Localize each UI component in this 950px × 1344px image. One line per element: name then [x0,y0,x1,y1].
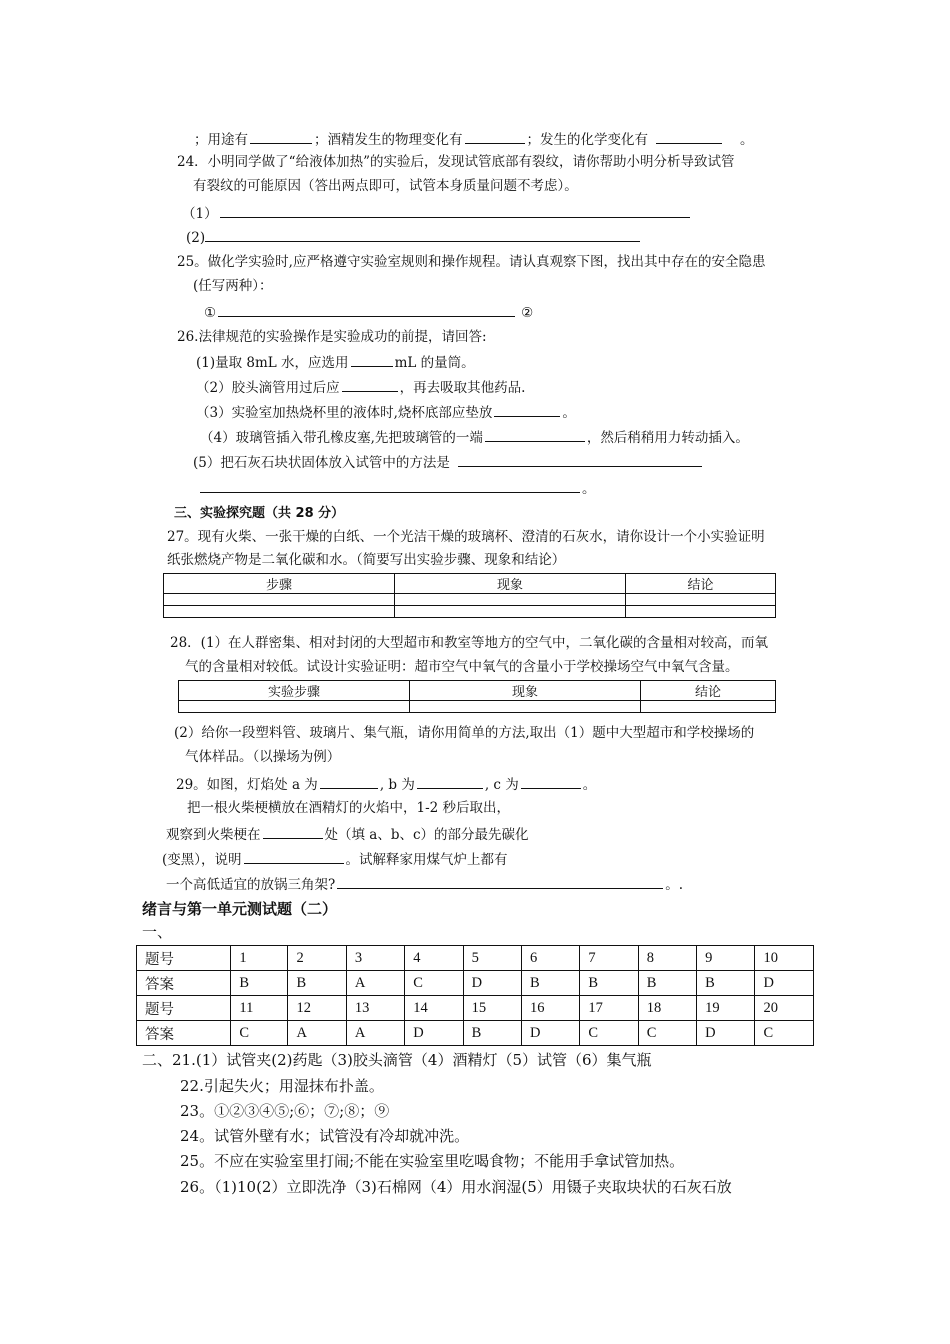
q26-item-5 [193,452,704,472]
answer-blank[interactable] [244,849,344,864]
text: 。试解释家用煤气炉上都有 [345,852,508,868]
q26-item-2 [196,377,525,397]
q28-part2-line-2: 气体样品。（以操场为例） [185,749,341,765]
table-cell[interactable] [179,701,410,713]
text: ，再去吸取其他药品. [399,380,526,396]
text: ，然后稍稍用力转动插入。 [586,430,749,446]
q28-table [178,680,776,713]
table-row [137,1021,814,1046]
table-cell: B [463,1021,521,1046]
text: （1） [182,206,218,222]
answer-26: 26。（1)10(2）立即洗净（3)石棉网（4）用水润湿(5）用镊子夹取块状的石灰石放 [180,1178,732,1196]
q27-table [163,573,776,618]
table-cell: 12 [288,996,346,1021]
q29-line-4 [162,849,508,869]
table-cell: 5 [463,946,521,971]
table-cell: 10 [755,946,814,971]
table-cell: A [346,971,404,996]
table-cell: D [755,971,814,996]
table-cell[interactable] [395,606,626,618]
table-cell: B [580,971,638,996]
text: (5）把石灰石块状固体放入试管中的方法是 [193,455,450,471]
table-cell: 3 [346,946,404,971]
text: 。 [562,405,576,421]
answer-blank[interactable] [494,402,560,417]
text: 。 [582,777,597,793]
answer-blank[interactable] [485,427,585,442]
table-cell: 14 [405,996,463,1021]
answer-blank[interactable] [337,874,663,889]
text: 。 [582,481,596,497]
table-cell: 答案 [137,1021,231,1046]
answer-blank[interactable] [351,352,393,367]
q26-title: 26.法律规范的实验操作是实验成功的前提，请回答: [177,329,487,345]
table-cell[interactable] [164,594,395,606]
table-header: 结论 [641,681,776,701]
text: ；发生的化学变化有 [526,132,648,148]
table-header: 结论 [626,574,776,594]
text: （2）胶头滴管用过后应 [196,380,340,396]
table-cell: B [288,971,346,996]
answer-blank[interactable] [521,774,581,789]
table-header: 步骤 [164,574,395,594]
text: ② [521,305,534,321]
q29-line-2: 把一根火柴梗横放在酒精灯的火焰中，1-2 秒后取出， [187,800,511,816]
text: (2) [186,230,206,246]
table-row [164,594,776,606]
text: mL 的量筒。 [394,355,475,371]
table-cell: 9 [697,946,755,971]
table-cell: D [405,1021,463,1046]
q29-line-1 [176,774,596,794]
q24-line-1: 24．小明同学做了“给液体加热”的实验后，发现试管底部有裂纹，请你帮助小明分析导致试管 [177,154,735,170]
q23-fragment-line [194,129,754,149]
table-cell: B [697,971,755,996]
text: ；酒精发生的物理变化有 [314,132,463,148]
table-cell: 16 [521,996,579,1021]
text: （3）实验室加热烧杯里的液体时,烧杯底部应垫放 [196,405,493,421]
table-row [137,971,814,996]
table-cell: C [638,1021,696,1046]
table-cell: 20 [755,996,814,1021]
q28-line-2: 气的含量相对较低。试设计实验证明：超市空气中氧气的含量小于学校操场空气中氧气含量。 [185,659,739,675]
q27-line-2: 纸张燃烧产物是二氧化碳和水。（简要写出实验步骤、现象和结论） [167,552,566,568]
q25-answers [204,302,533,322]
table-cell: 1 [231,946,288,971]
answer-25: 25。不应在实验室里打闹;不能在实验室里吃喝食物；不能用手拿试管加热。 [180,1152,685,1170]
table-cell[interactable] [626,606,776,618]
table-cell: A [288,1021,346,1046]
table-header: 现象 [395,574,626,594]
table-cell: 17 [580,996,638,1021]
table-cell: D [697,1021,755,1046]
table-cell[interactable] [641,701,776,713]
answer-blank[interactable] [320,774,378,789]
table-cell: 题号 [137,946,231,971]
q26-item-1 [196,352,475,372]
table-cell[interactable] [626,594,776,606]
table-cell: A [346,1021,404,1046]
q24-line-2: 有裂纹的可能原因（答出两点即可，试管本身质量问题不考虑）。 [193,178,578,194]
text: , c 为 [484,777,519,793]
answer-blank[interactable] [218,302,515,317]
q24-answer-2 [186,227,642,247]
table-cell: 15 [463,996,521,1021]
table-cell: D [521,1021,579,1046]
text: ① [204,305,217,321]
q29-line-5 [166,874,683,894]
answer-21: 二、21.(1）试管夹(2)药匙（3)胶头滴管（4）酒精灯（5）试管（6）集气瓶 [142,1051,652,1069]
answer-blank[interactable] [205,227,640,242]
q28-part2-line-1: (2）给你一段塑料管、玻璃片、集气瓶，请你用简单的方法,取出（1）题中大型超市和学校操场的 [174,725,755,741]
text: 。. [665,877,684,893]
text: , b 为 [379,777,415,793]
answer-23: 23。①②③④⑤;⑥；⑦;⑧；⑨ [180,1102,390,1120]
q26-item-5-cont [200,478,596,498]
q25-line-2: (任写两种）： [193,278,273,294]
answer-22: 22.引起失火；用湿抹布扑盖。 [180,1077,384,1095]
table-row [179,701,776,713]
table-cell: 6 [521,946,579,971]
table-cell: C [755,1021,814,1046]
text: (变黑），说明 [162,852,242,868]
text: （4）玻璃管插入带孔橡皮塞,先把玻璃管的一端 [200,430,483,446]
table-cell: 8 [638,946,696,971]
text: 观察到火柴梗在 [166,827,261,843]
table-cell[interactable] [164,606,395,618]
answer-blank[interactable] [220,203,690,218]
table-cell: C [580,1021,638,1046]
answer-blank[interactable] [458,452,702,467]
answer-blank[interactable] [200,478,580,493]
answer-blank[interactable] [263,824,323,839]
table-cell[interactable] [410,701,641,713]
q29-line-3 [166,824,529,844]
answer-key-title: 绪言与第一单元测试题（二） [142,900,338,918]
table-cell: B [638,971,696,996]
table-header: 实验步骤 [179,681,410,701]
q26-item-4 [200,427,749,447]
table-row [137,996,814,1021]
text: (1)量取 8mL 水，应选用 [196,355,349,371]
table-cell: 13 [346,996,404,1021]
answer-section-1-label: 一、 [142,923,173,941]
q27-line-1: 27。现有火柴、一张干燥的白纸、一个光洁干燥的玻璃杯、澄清的石灰水，请你设计一个小实验证明 [167,529,765,545]
table-cell: B [521,971,579,996]
answer-blank[interactable] [342,377,398,392]
table-row [179,681,776,701]
text: 一个高低适宜的放锅三角架? [166,877,336,893]
section-3-heading: 三、实验探究题（共 28 分） [174,506,345,521]
q25-line-1: 25。做化学实验时,应严格遵守实验室规则和操作规程。请认真观察下图，找出其中存在的安全隐患 [177,254,766,270]
answer-blank[interactable] [656,129,722,144]
table-cell: 题号 [137,996,231,1021]
table-cell: B [231,971,288,996]
answer-24: 24。试管外壁有水；试管没有冷却就冲洗。 [180,1127,470,1145]
table-cell: D [463,971,521,996]
q28-line-1: 28．(1）在人群密集、相对封闭的大型超市和教室等地方的空气中，二氧化碳的含量相对较高，而氧 [170,635,769,651]
answer-blank[interactable] [417,774,483,789]
table-cell: 19 [697,996,755,1021]
table-cell: 18 [638,996,696,1021]
table-cell: 7 [580,946,638,971]
answer-blank[interactable] [250,129,312,144]
table-cell: 11 [231,996,288,1021]
q26-item-3 [196,402,576,422]
text: 处（填 a、b、c）的部分最先碳化 [324,827,529,843]
table-cell[interactable] [395,594,626,606]
table-cell: 4 [405,946,463,971]
text: 。 [740,132,754,148]
q24-answer-1 [182,203,692,223]
table-header: 现象 [410,681,641,701]
text: ；用途有 [194,132,248,148]
table-cell: C [231,1021,288,1046]
table-cell: 答案 [137,971,231,996]
table-row [164,574,776,594]
answer-table [136,945,814,1046]
answer-blank[interactable] [465,129,525,144]
table-row [137,946,814,971]
table-cell: C [405,971,463,996]
table-row [164,606,776,618]
table-cell: 2 [288,946,346,971]
text: 29。如图，灯焰处 a 为 [176,777,318,793]
